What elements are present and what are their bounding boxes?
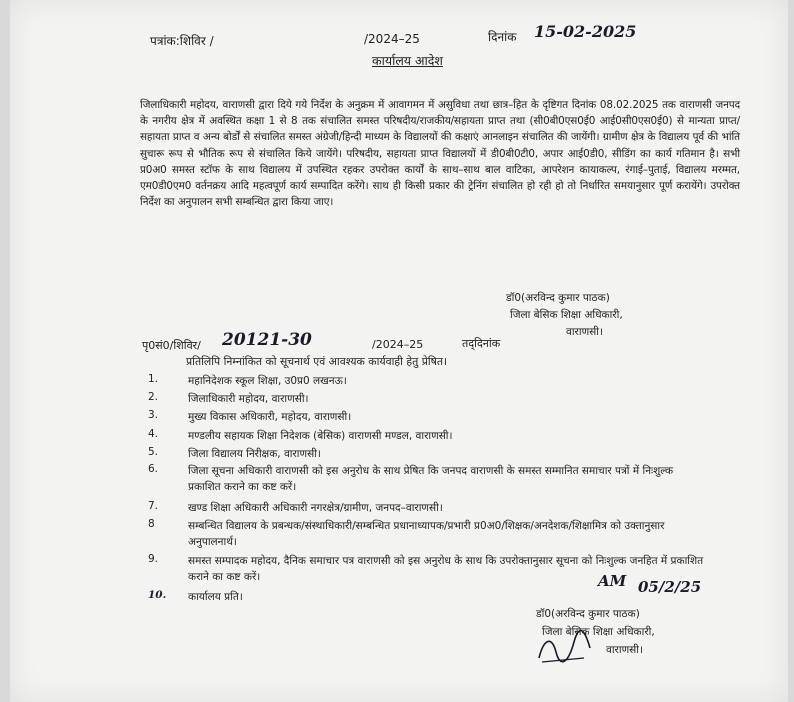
reference-year: /2024–25	[364, 32, 420, 46]
signatory-place-2: वाराणसी।	[606, 644, 643, 656]
endorsement-ref-prefix: पृ0सं0/शिविर/	[142, 339, 201, 352]
signature-scribble-icon	[534, 628, 594, 668]
endorsement-same-date: तद्‌दिनांक	[462, 337, 501, 350]
date-value: 15-02-2025	[534, 22, 637, 41]
signatory-name-2: डॉ0(अरविन्द कुमार पाठक)	[536, 608, 640, 620]
initials-mark: AM	[598, 572, 627, 590]
date-label: दिनांक	[488, 30, 517, 44]
signatory-place: वाराणसी।	[566, 326, 603, 338]
order-body: जिलाधिकारी महोदय, वाराणसी द्वारा दिये गये निर्देश के अनुक्रम में आवागमन में असुविधा तथा छात्र–हित के दृष्टिगत दिनांक 08.02.2025 तक वाराणसी जनपद के नगरीय क्षेत्र में अवस्थित कक्षा 1 से 8 तक संचालित समस्त परिषदीय/राजकीय/सहायता प्राप्त तथा (सी0बी0एस0ई0 आई0सी0एस0ई0) से मान्यता प्राप्त/सहायता प्राप्त व अन्य बोर्डों से संचालित समस्त अंग्रेजी/हिन्दी माध्यम के विद्यालयों की कक्षाएं आनलाइन संचालित की जायेंगी। ग्रामीण क्षेत्र के विद्यालय पूर्व की भांति सुचारू रूप से भौतिक रूप से संचालित किये जायेंगे। परिषदीय, सहायता प्राप्त विद्यालयों में डी0बी0टी0, अपार आई0डी0, सीडिंग का कार्य गतिमान है। सभी प्र0अ0 समस्त स्टॉफ के साथ विद्यालय में उपस्थित रहकर उपरोक्त कार्यों के साथ–साथ बाल वाटिका, आपरेशन कायाकल्प, रंगाई–पुताई, विद्यालय मरम्मत, एम0डी0एम0 वर्तनक्रय आदि महत्वपूर्ण कार्य सम्पादित करेंगे। साथ ही किसी प्रकार की ट्रेनिंग संचालित हो रही हो तो निर्धारित समयानुसार पूर्ण करायेंगे। उपरोक्त निर्देश का अनुपालन सभी सम्बन्धित द्वारा किया जाए।	[140, 99, 740, 209]
initials-date: 05/2/25	[638, 578, 702, 596]
signatory-name: डॉ0(अरविन्द कुमार पाठक)	[506, 292, 610, 304]
endorsement-intro: प्रतिलिपि निम्नांकित को सूचनार्थ एवं आवश्यक कार्यवाही हेतु प्रेषित।	[186, 355, 448, 368]
endorsement-ref-number: 20121-30	[222, 330, 312, 350]
signatory-designation-2: जिला बेसिक शिक्षा अधिकारी,	[542, 626, 655, 638]
document-title: कार्यालय आदेश	[372, 53, 443, 68]
signatory-designation: जिला बेसिक शिक्षा अधिकारी,	[510, 309, 623, 321]
endorsement-year: /2024–25	[372, 338, 424, 351]
reference-number: पत्रांक:शिविर /	[150, 34, 214, 48]
document-sheet: पत्रांक:शिविर / /2024–25 दिनांक 15-02-2025 कार्यालय आदेश जिलाधिकारी महोदय, वाराणसी द्वारा दिये गये निर्देश के अनुक्रम में आवागमन में असुविधा तथा छात्र–हित के दृष्टिगत दिनांक 08.02.2025 तक वाराणसी जनपद के नगरीय क्षेत्र में अवस्थित कक्षा 1 से 8 तक संचालित समस्त परिषदीय/राजकीय/सहायता प्राप्त तथा (सी0बी0एस0ई0 आई0सी0एस0ई0) से मान्यता प्राप्त/सहायता प्राप्त व अन्य बोर्डों से संचालित समस्त अंग्रेजी/हिन्दी माध्यम के विद्यालयों की कक्षाएं आनलाइन संचालित की जायेंगी। ग्रामीण क्षेत्र के विद्यालय पूर्व की भांति सुचारू रूप से भौतिक रूप से संचालित किये जायेंगे। परिषदीय, सहायता प्राप्त विद्यालयों में डी0बी0टी0, अपार आई0डी0, सीडिंग का कार्य गतिमान है। सभी प्र0अ0 समस्त स्टॉफ के साथ विद्यालय में उपस्थित रहकर उपरोक्त कार्यों के साथ–साथ बाल वाटिका, आपरेशन कायाकल्प, रंगाई–पुताई, विद्यालय मरम्मत, एम0डी0एम0 वर्तनक्रय आदि महत्वपूर्ण कार्य सम्पादित करेंगे। साथ ही किसी प्रकार की ट्रेनिंग संचालित हो रही हो तो निर्धारित समयानुसार पूर्ण करायेंगे। उपरोक्त निर्देश का अनुपालन सभी सम्बन्धित द्वारा किया जाए। डॉ0(अरविन्द कुमार पाठक) जिला बेसिक शिक्षा अधिकारी, वाराणसी। पृ0सं0/शिविर/ 20121-30 /2024–25 तद्‌दिनांक प्रतिलिपि निम्नांकित को सूचनार्थ एवं आवश्यक कार्यवाही हेतु प्रेषित। 1. महानिदेशक स्कूल शिक्षा, उ0प्र0 लखनऊ। 2. जिलाधिकारी महोदय, वाराणसी। 3. मुख्य विकास अधिकारी, महोदय, वाराणसी। 4. मण्डलीय सहायक शिक्षा निदेशक (बेसिक) वाराणसी मण्डल, वाराणसी। 5. जिला विद्यालय निरीक्षक, वाराणसी। 6. जिला सूचना अधिकारी वाराणसी को इस अनुरोध के साथ प्रेषित कि जनपद वाराणसी के समस्त सम्मानित समाचार पत्रों में निःशुल्क प्रकाशित कराने का कष्ट करें। 7. खण्ड शिक्षा अधिकारी अधिकारी नगरक्षेत्र/ग्रामीण, जनपद–वाराणसी। 8 सम्बन्धित विद्यालय के प्रबन्धक/संस्थाधिकारी/सम्बन्धित प्रधानाध्यापक/प्रभारी प्र0अ0/शिक्षक/अनदेशक/शिक्षामित्र को उक्तानुसार अनुपालनार्थ। 9. समस्त सम्पादक महोदय, दैनिक समाचार पत्र वाराणसी को इस अनुरोध के साथ कि उपरोक्तानुसार सूचना को निःशुल्क जनहित में प्रकाशित कराने का कष्ट करें। 10. कार्यालय प्रति। AM 05/2/25 डॉ0(अरविन्द कुमार पाठक) जिला बेसिक शिक्षा अधिकारी, वाराणसी।	[10, 0, 788, 702]
